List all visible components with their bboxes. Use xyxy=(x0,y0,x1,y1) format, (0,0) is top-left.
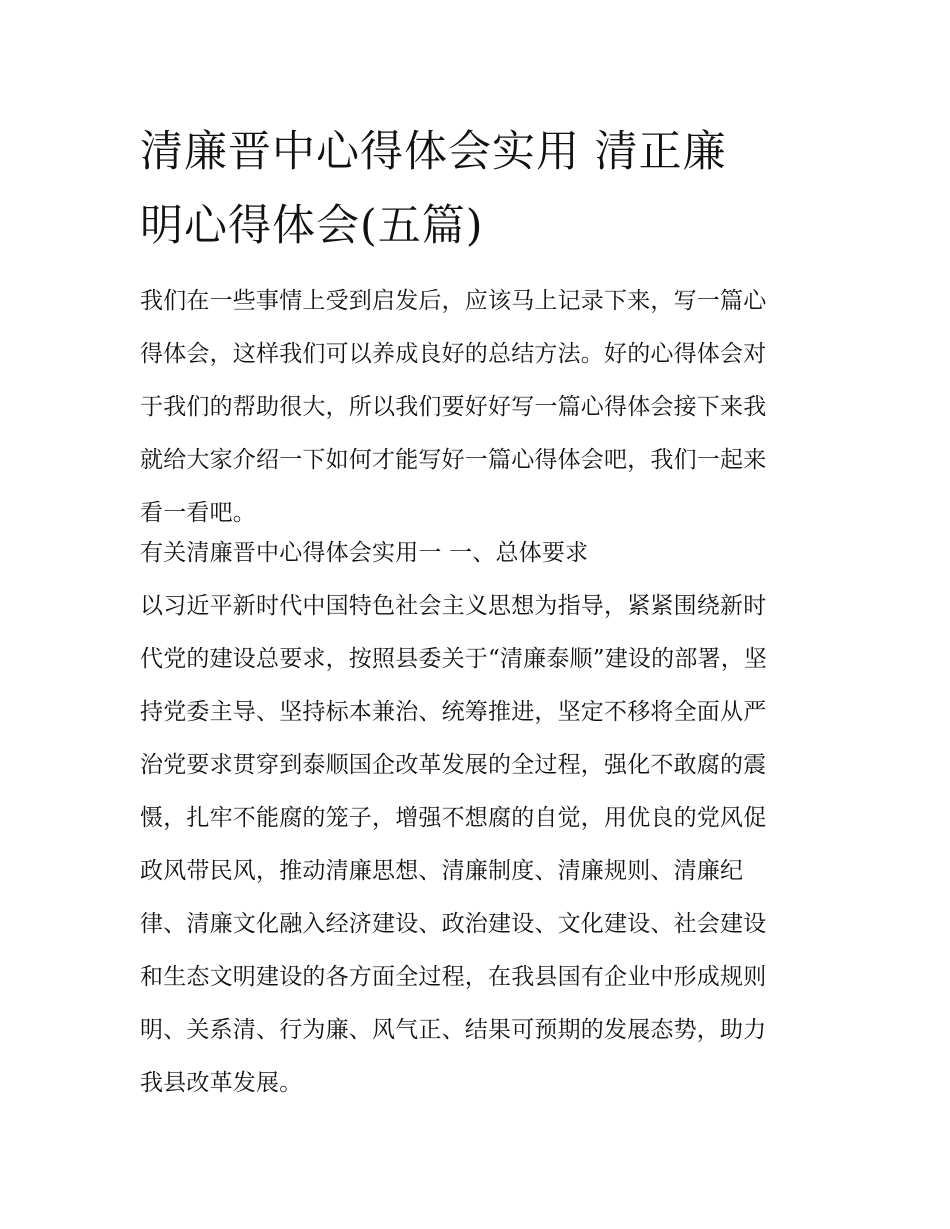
section-heading xyxy=(140,527,830,580)
section-heading-text: 有关清廉晋中心得体会实用一 一、总体要求 xyxy=(140,540,589,566)
text-line: 我们在一些事情上受到启发后，应该马上记录下来，写一篇心 xyxy=(140,288,767,314)
intro-paragraph xyxy=(140,275,830,540)
text-line: 以习近平新时代中国特色社会主义思想为指导，紧紧围绕新时 xyxy=(140,593,767,619)
text-line: 于我们的帮助很大，所以我们要好好写一篇心得体会接下来我 xyxy=(140,394,767,420)
text-line: 持党委主导、坚持标本兼治、统筹推进，坚定不移将全面从严 xyxy=(140,699,767,725)
text-line: 慑，扎牢不能腐的笼子，增强不想腐的自觉，用优良的党风促 xyxy=(140,805,767,831)
text-line: 得体会，这样我们可以养成良好的总结方法。好的心得体会对 xyxy=(140,341,767,367)
text-line: 明、关系清、行为廉、风气正、结果可预期的发展态势，助力 xyxy=(140,1017,767,1043)
title-line: 明心得体会(五篇) xyxy=(140,201,484,251)
section-paragraph xyxy=(140,580,830,1110)
title-line: 清廉晋中心得体会实用 清正廉 xyxy=(140,127,727,177)
text-line: 治党要求贯穿到泰顺国企改革发展的全过程，强化不敢腐的震 xyxy=(140,752,767,778)
text-line: 代党的建设总要求，按照县委关于“清廉泰顺”建设的部署，坚 xyxy=(140,646,768,672)
text-line: 和生态文明建设的各方面全过程，在我县国有企业中形成规则 xyxy=(140,964,767,990)
document-title xyxy=(140,115,820,263)
text-line: 看一看吧。 xyxy=(140,500,256,526)
text-line: 就给大家介绍一下如何才能写好一篇心得体会吧，我们一起来 xyxy=(140,447,767,473)
text-line: 我县改革发展。 xyxy=(140,1070,303,1096)
text-line: 律、清廉文化融入经济建设、政治建设、文化建设、社会建设 xyxy=(140,911,767,937)
text-line: 政风带民风，推动清廉思想、清廉制度、清廉规则、清廉纪 xyxy=(140,858,744,884)
